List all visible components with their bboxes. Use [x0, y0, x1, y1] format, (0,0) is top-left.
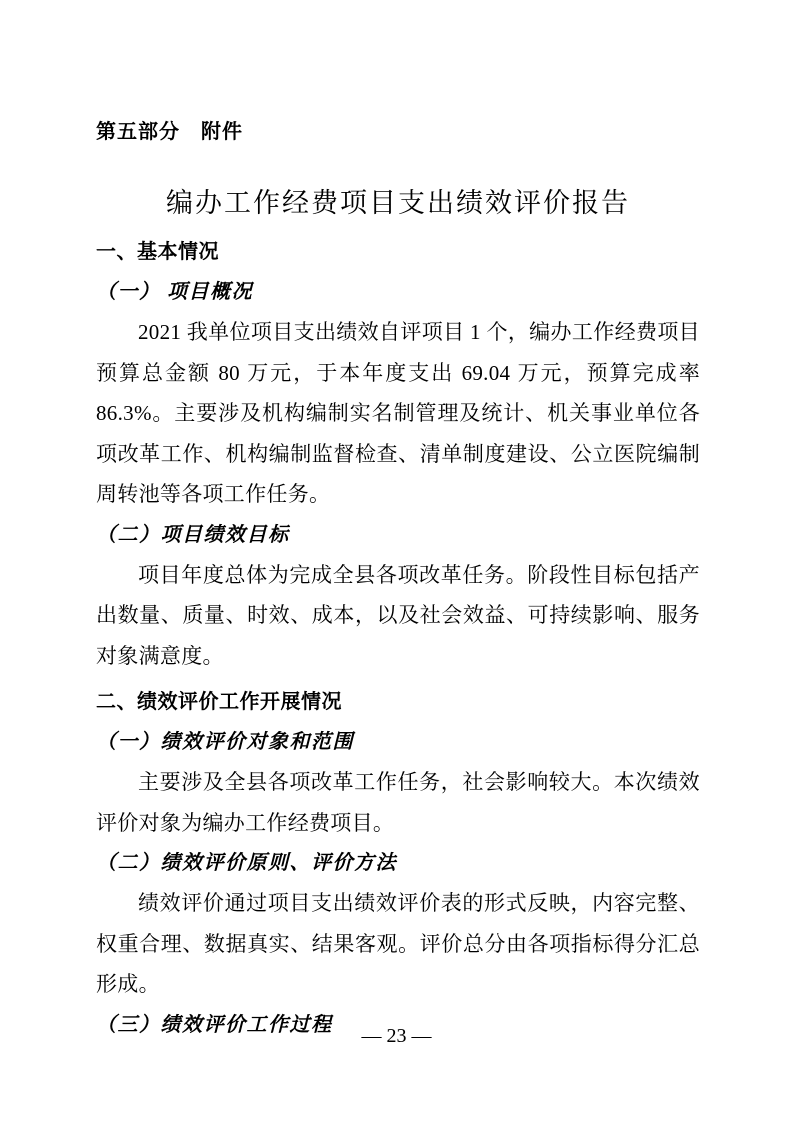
- paragraph-project-overview: 2021 我单位项目支出绩效自评项目 1 个，编办工作经费项目预算总金额 80 万元，于本年度支出 69.04 万元，预算完成率 86.3%。主要涉及机构编制实名制管理及统计、机关事业单位各项改革工作、机构编制监督检查、清单制度建设、公立医院编制周转池等各项工作任务。: [96, 320, 700, 506]
- subsection-heading-evaluation-scope: （一）绩效评价对象和范围: [96, 731, 354, 753]
- section-heading-evaluation-work: 二、绩效评价工作开展情况: [96, 691, 342, 713]
- subsection-heading-evaluation-process: （三）绩效评价工作过程: [96, 1013, 333, 1036]
- paragraph-evaluation-scope: 主要涉及全县各项改革工作任务，社会影响较大。本次绩效评价对象为编办工作经费项目。: [96, 770, 700, 835]
- subsection-heading-performance-goals: （二）项目绩效目标: [96, 523, 290, 546]
- section-heading-basic-info: 一、基本情况: [96, 241, 219, 263]
- page-number: — 23 —: [361, 1025, 432, 1047]
- subsection-heading-project-overview: （一） 项目概况: [96, 281, 253, 303]
- subsection-heading-evaluation-method: （二）绩效评价原则、评价方法: [96, 852, 397, 874]
- paragraph-evaluation-method: 绩效评价通过项目支出绩效评价表的形式反映，内容完整、权重合理、数据真实、结果客观。评价总分由各项指标得分汇总形成。: [96, 891, 700, 996]
- document-title: 编办工作经费项目支出绩效评价报告: [166, 188, 630, 218]
- paragraph-performance-goals: 项目年度总体为完成全县各项改革任务。阶段性目标包括产出数量、质量、时效、成本，以及社会效益、可持续影响、服务对象满意度。: [96, 562, 700, 668]
- part-heading: 第五部分 附件: [96, 121, 243, 143]
